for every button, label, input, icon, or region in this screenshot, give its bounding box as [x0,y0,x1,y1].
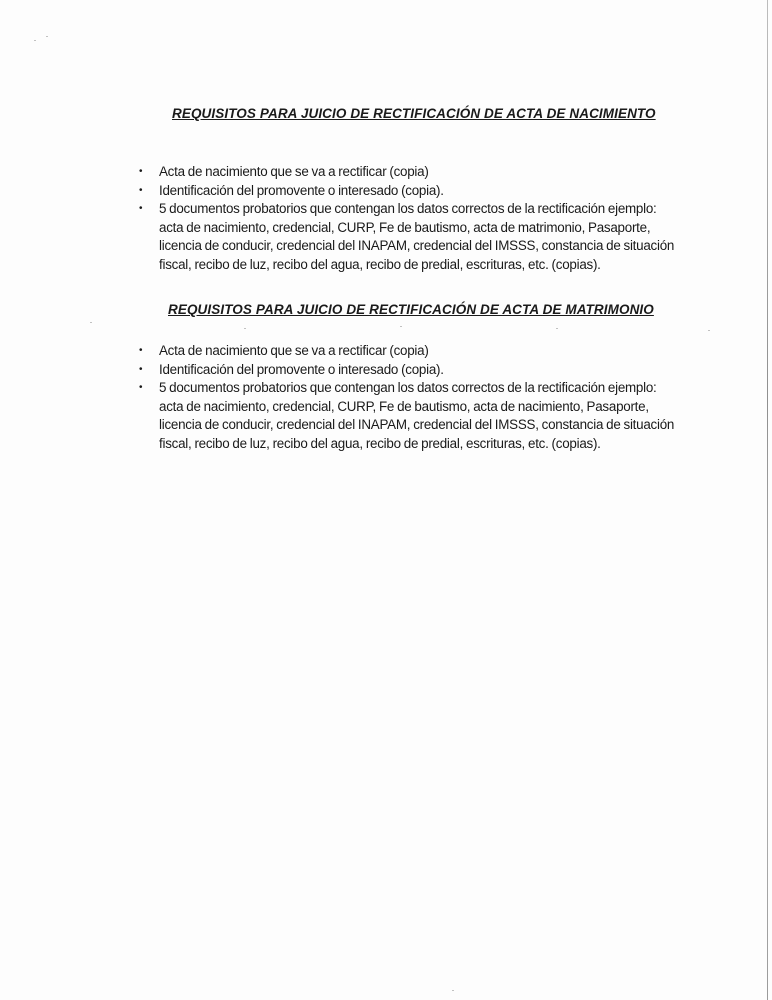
requirements-list-matrimonio [139,342,679,454]
section-title-nacimiento: REQUISITOS PARA JUICIO DE RECTIFICACIÓN DE ACTA DE NACIMIENTO [172,106,656,121]
requirements-list-nacimiento [139,163,679,275]
bullet-icon: • [139,166,143,177]
list-item [139,342,679,361]
scan-speck [556,328,558,329]
scan-speck [400,326,402,327]
list-item-text: Acta de nacimiento que se va a rectificar (copia) [159,164,429,179]
list-item [139,361,679,380]
scan-speck [34,40,36,41]
list-item-text: Identificación del promovente o interesado (copia). [159,182,444,198]
scan-speck [452,990,454,991]
list-item-text: Identificación del promovente o interesado (copia). [159,361,444,377]
bullet-icon: • [139,345,143,356]
bullet-icon: • [139,203,143,215]
scan-speck [90,322,92,323]
scan-speck [708,330,710,331]
list-item-text: 5 documentos probatorios que contengan los datos correctos de la rectificación ejemplo: acta de nacimiento, credencial, CURP, Fe de bautismo, acta de nacimiento, Pasaporte, licencia de conducir, credencial del INAPAM, credencial del IMSSS, constancia de situación fiscal, recibo de luz, recibo del agua, recibo de predial, escrituras, etc. (copias). [159,380,675,451]
list-item [139,182,679,201]
bullet-icon: • [139,184,143,196]
list-item-text: 5 documentos probatorios que contengan los datos correctos de la rectificación ejemplo: acta de nacimiento, credencial, CURP, Fe de bautismo, acta de matrimonio, Pasaporte, licencia de conducir, credencial del INAPAM, credencial del IMSSS, constancia de situación fiscal, recibo de luz, recibo del agua, recibo de predial, escrituras, etc. (copias). [159,201,675,272]
bullet-icon: • [139,382,143,394]
list-item [139,379,679,453]
scan-edge-line [767,0,768,1000]
section-title-matrimonio: REQUISITOS PARA JUICIO DE RECTIFICACIÓN DE ACTA DE MATRIMONIO [168,302,654,317]
list-item [139,163,679,182]
scan-speck [46,36,48,37]
scan-speck [244,328,246,329]
bullet-icon: • [139,363,143,375]
list-item [139,200,679,274]
list-item-text: Acta de nacimiento que se va a rectificar (copia) [159,343,429,358]
